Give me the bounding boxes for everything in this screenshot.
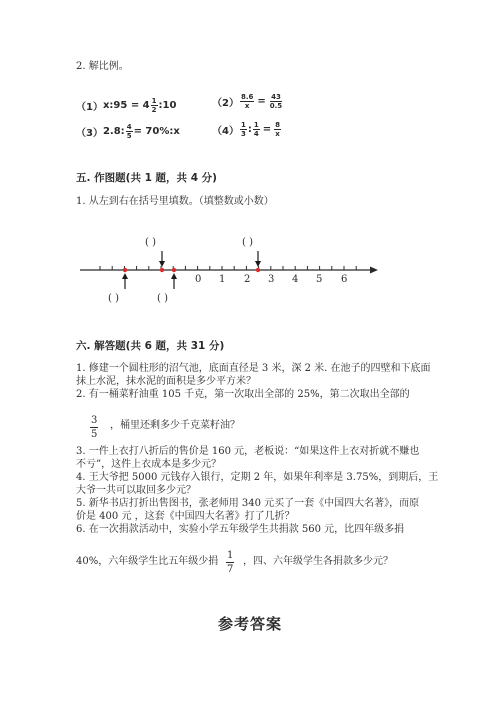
ratio-colon: : xyxy=(247,124,252,135)
equation-label: （3） xyxy=(76,128,103,139)
fraction-numerator: 1 xyxy=(227,550,234,561)
equation-label: （2） xyxy=(212,98,239,109)
red-point-2 xyxy=(160,268,164,272)
fraction-three-fifths xyxy=(90,414,98,441)
section-title-6: 六. 解答题(共 6 题，共 31 分) xyxy=(76,340,225,352)
fraction-numerator: 43 xyxy=(271,93,281,101)
red-point-3 xyxy=(172,268,176,272)
equation-right: :10 xyxy=(158,100,177,111)
question-5-1: 1. 从左到右在括号里填数。（填整数或小数） xyxy=(76,196,274,207)
fraction-numerator: 8 xyxy=(275,121,280,129)
fraction-numerator: 4 xyxy=(126,123,132,131)
equation-label: （4） xyxy=(212,126,239,137)
fraction xyxy=(126,123,133,140)
fraction-denominator: x xyxy=(275,130,280,138)
equals-sign: = xyxy=(262,124,272,135)
equation-2 xyxy=(212,93,284,110)
equation-left: 2.8: xyxy=(102,126,125,137)
tick-label-1: 1 xyxy=(219,274,226,285)
question-6-6-line-2a: 40%，六年级学生比五年级少捐 xyxy=(76,556,219,567)
fraction-numerator: 8.6 xyxy=(240,93,254,101)
tick-label-3: 3 xyxy=(268,274,275,285)
equation-3 xyxy=(76,123,180,140)
equation-4 xyxy=(212,121,282,138)
fraction-1 xyxy=(240,93,254,110)
fraction-2 xyxy=(253,121,260,138)
question-6-1-line-1: 1. 修建一个圆柱形的沼气池，底面直径是 3 米，深 2 米. 在池子的四壁和下底面 xyxy=(76,363,431,374)
fraction-denominator: 3 xyxy=(240,130,246,138)
down-arrow-icon xyxy=(159,251,165,267)
fraction-numerator: 3 xyxy=(91,415,98,426)
mixed-fraction xyxy=(151,97,158,114)
fraction-denominator: 0.5 xyxy=(269,102,283,110)
question-6-1-line-2: 抹上水泥，抹水泥的面积是多少平方米？ xyxy=(76,376,256,387)
tick-label-5: 5 xyxy=(316,274,323,285)
question-6-4-line-2: 大爷一共可以取回多少元？ xyxy=(76,485,196,496)
fraction-denominator: 2 xyxy=(151,106,157,114)
equation-left: x:95 = 4 xyxy=(102,100,150,111)
equation-right: = 70%:x xyxy=(133,126,180,137)
up-arrow-icon xyxy=(122,273,128,289)
fraction-numerator: 1 xyxy=(151,97,157,105)
fraction-1 xyxy=(240,121,247,138)
red-point-1 xyxy=(123,268,127,272)
answer-bracket-bottom-2: ( ) xyxy=(157,293,168,304)
tick-marks xyxy=(100,266,356,270)
fraction-numerator: 1 xyxy=(253,121,259,129)
fraction-one-seventh xyxy=(226,549,234,576)
question-6-3-line-1: 3. 一件上衣打八折后的售价是 160 元，老板说：“如果这件上衣对折就不赚也 xyxy=(76,446,420,457)
section-title-5: 五. 作图题(共 1 题，共 4 分) xyxy=(76,172,217,184)
question-heading-2: 2. 解比例。 xyxy=(76,61,129,72)
question-6-2-line-2: ，桶里还剩多少千克菜籽油？ xyxy=(110,420,240,431)
tick-label-0: 0 xyxy=(195,274,202,285)
red-point-4 xyxy=(256,268,260,272)
question-6-2-line-1: 2. 有一桶菜籽油重 105 千克，第一次取出全部的 25%，第二次取出全部的 xyxy=(76,389,410,400)
fraction-denominator: 5 xyxy=(126,132,132,140)
up-arrow-icon xyxy=(171,273,177,289)
question-6-3-line-2: 不亏”，这件上衣成本是多少元？ xyxy=(76,459,222,470)
question-6-6-line-2b: ，四、六年级学生各捐款多少元？ xyxy=(243,556,393,567)
fraction-denominator: 7 xyxy=(227,564,234,575)
fraction-denominator: 5 xyxy=(91,429,98,440)
answer-bracket-bottom-1: ( ) xyxy=(108,293,119,304)
tick-label-4: 4 xyxy=(292,274,299,285)
arrow-head-icon xyxy=(370,267,378,274)
question-6-5-line-2: 价是 400 元 ，这套《中国四大名著》打了几折？ xyxy=(76,511,295,522)
fraction-denominator: 4 xyxy=(253,130,259,138)
fraction-denominator: x xyxy=(244,102,250,110)
equation-1 xyxy=(76,97,176,114)
answer-bracket-top-1: ( ) xyxy=(145,237,156,248)
question-6-4-line-1: 4. 王大爷把 5000 元钱存入银行，定期 2 年，如果年利率是 3.75%，到期后，王 xyxy=(76,472,439,483)
down-arrow-icon xyxy=(255,251,261,267)
question-6-5-line-1: 5. 新华书店打折出售图书，张老师用 340 元买了一套《中国四大名著》，而原 xyxy=(76,498,420,509)
equals-sign: = xyxy=(257,96,266,107)
equation-label: （1） xyxy=(76,102,103,113)
tick-label-6: 6 xyxy=(341,274,348,285)
fraction-3 xyxy=(274,121,281,138)
question-6-6-line-1: 6. 在一次捐款活动中，实验小学五年级学生共捐款 560 元，比四年级多捐 xyxy=(76,524,405,535)
tick-label-2: 2 xyxy=(244,274,251,285)
answer-key-title: 参考答案 xyxy=(218,615,283,633)
fraction-numerator: 1 xyxy=(240,121,246,129)
answer-bracket-top-2: ( ) xyxy=(242,237,253,248)
fraction-2 xyxy=(269,93,283,110)
